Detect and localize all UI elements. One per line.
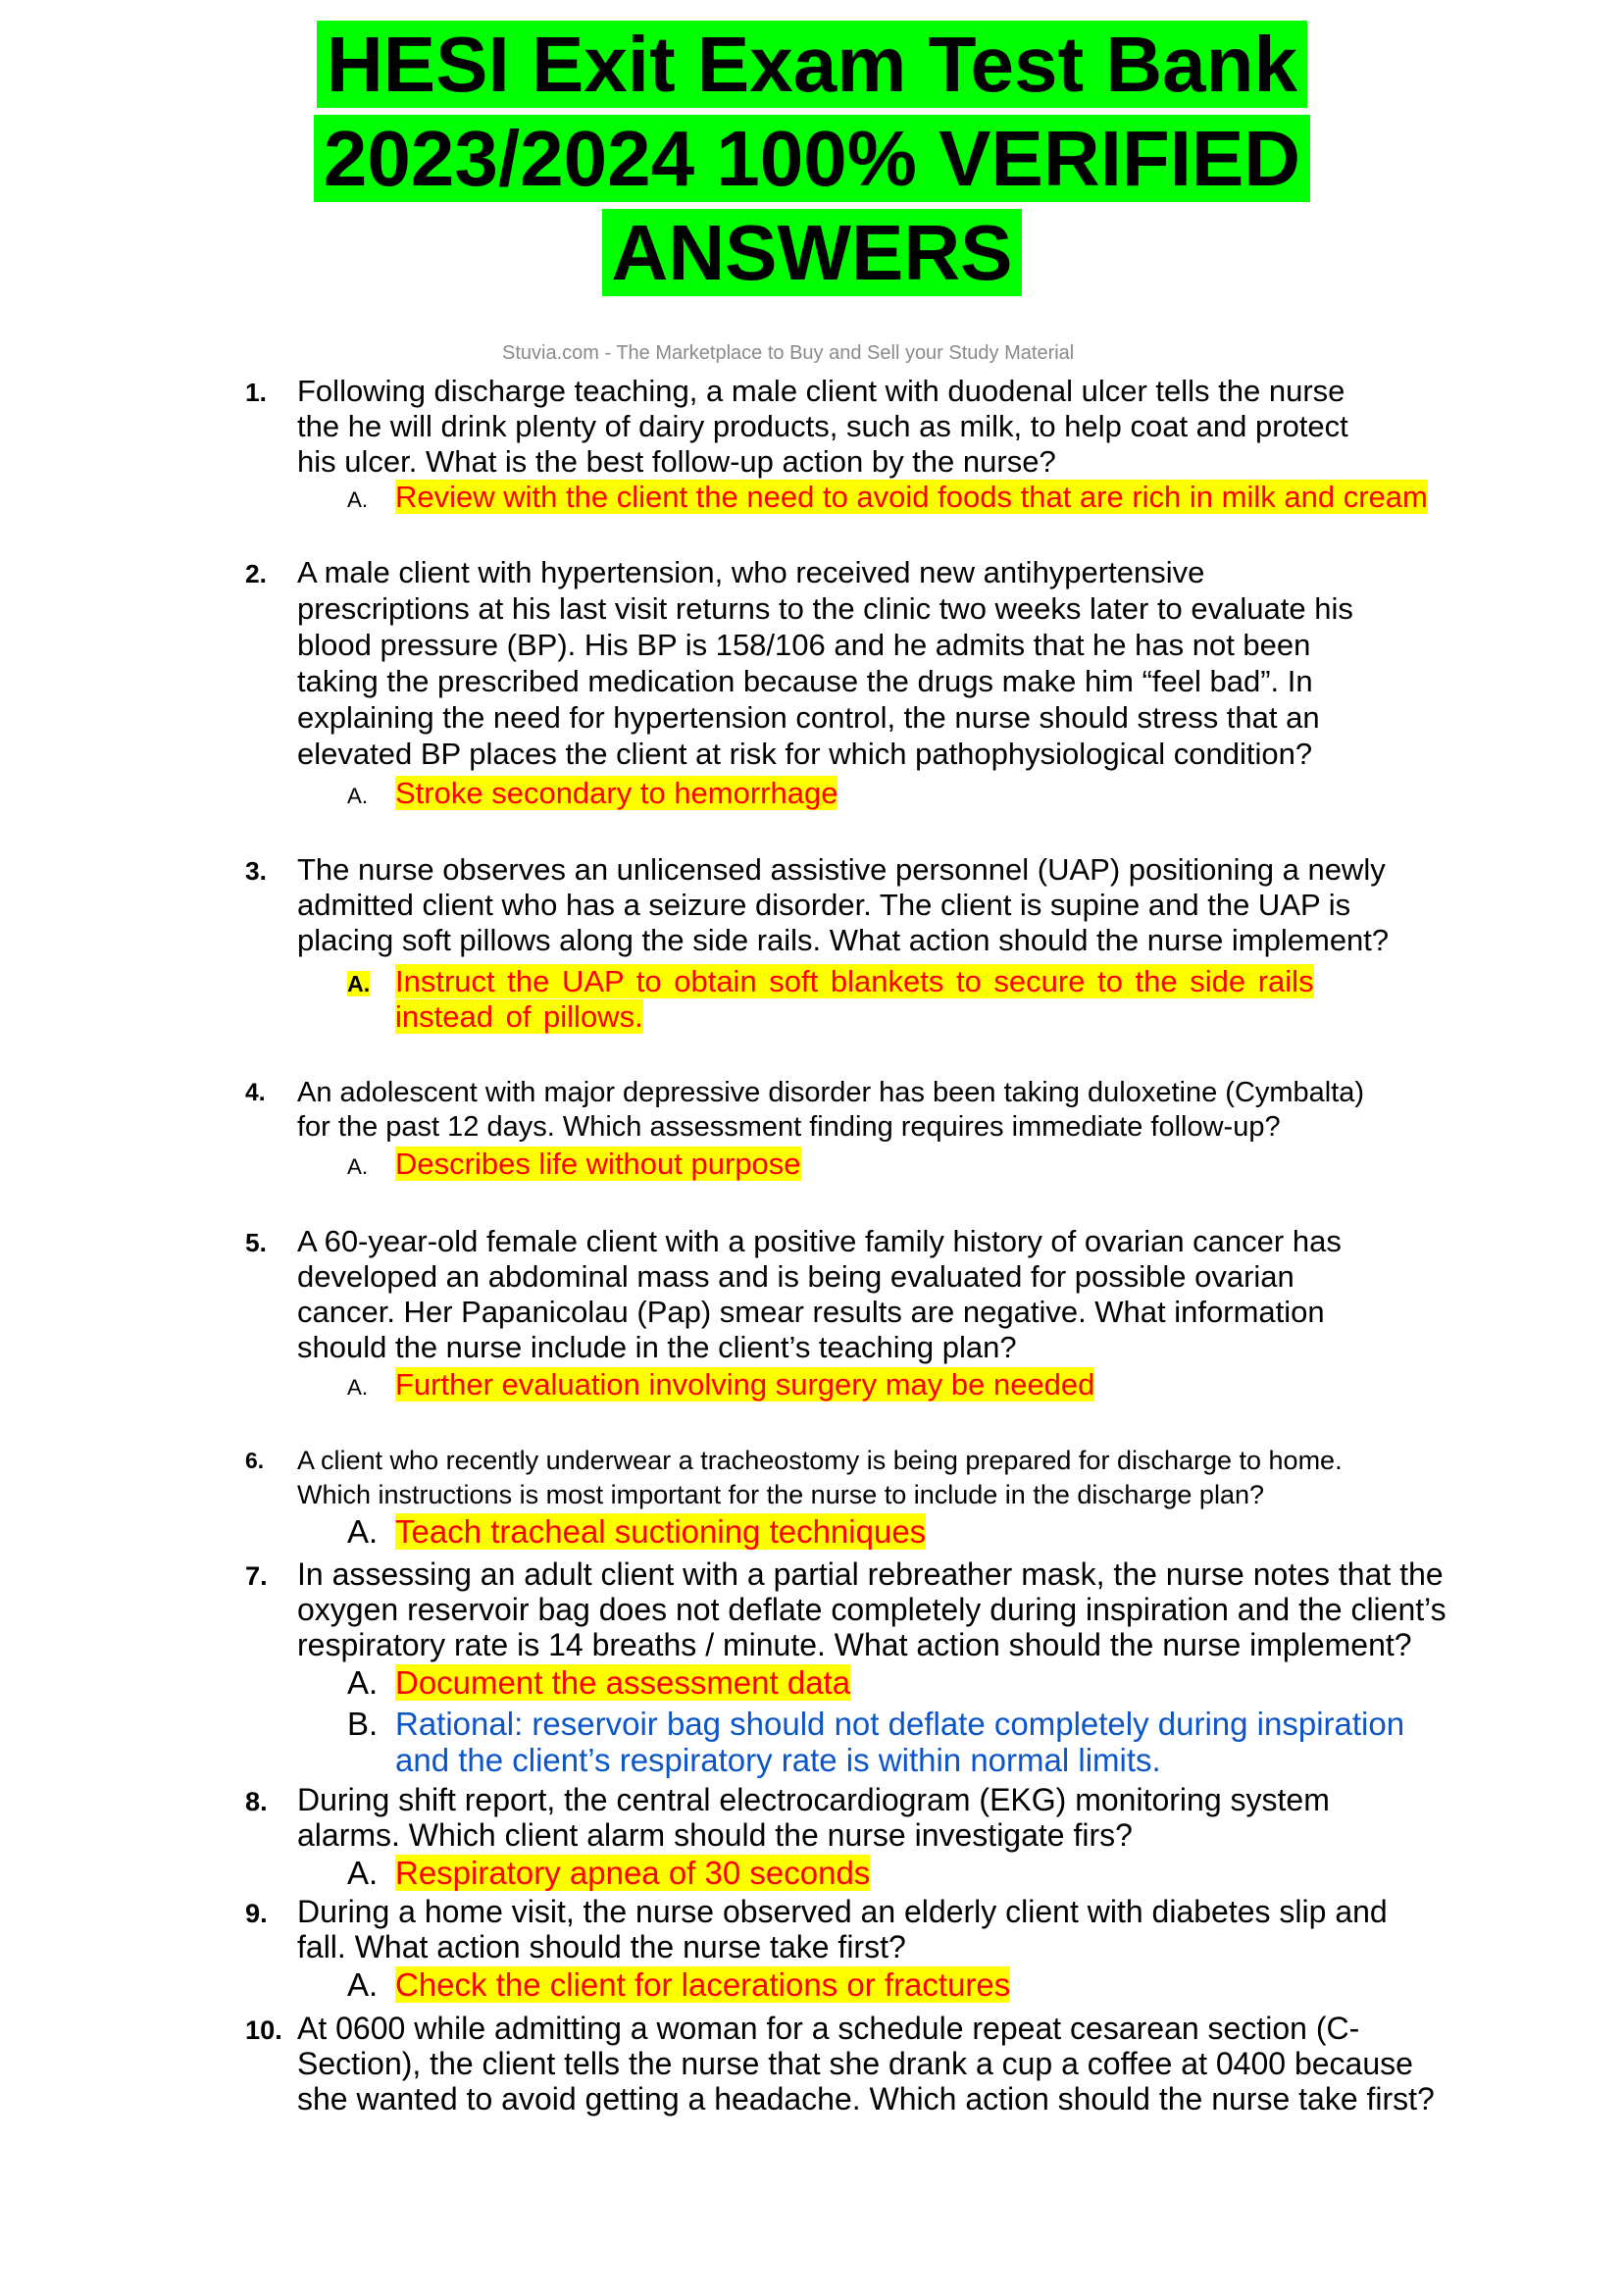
question-text-line: Following discharge teaching, a male client with duodenal ulcer tells the nurse xyxy=(297,374,1345,408)
question-text-line: Section), the client tells the nurse that she drank a cup a coffee at 0400 because xyxy=(297,2046,1413,2081)
question-text-line: oxygen reservoir bag does not deflate completely during inspiration and the client’s xyxy=(297,1592,1446,1627)
watermark: Stuvia.com - The Marketplace to Buy and Sell your Study Material xyxy=(502,342,1075,364)
question-number: 9. xyxy=(245,1897,268,1928)
question-text-line: developed an abdominal mass and is being evaluated for possible ovarian xyxy=(297,1259,1294,1294)
question-number: 1. xyxy=(245,377,267,407)
answer-letter: A. xyxy=(347,486,369,512)
rationale-text: Rational: reservoir bag should not deflate completely during inspiration xyxy=(395,1706,1405,1742)
question-text-line: prescriptions at his last visit returns to the clinic two weeks later to evaluate his xyxy=(297,591,1353,626)
title-line: HESI Exit Exam Test Bank xyxy=(317,21,1307,108)
correct-answer-text: instead of pillows. xyxy=(395,999,643,1034)
correct-answer-text: Respiratory apnea of 30 seconds xyxy=(395,1855,871,1891)
answer-letter: A. xyxy=(347,971,371,997)
question-text-line: should the nurse include in the client’s teaching plan? xyxy=(297,1330,1017,1364)
question-number: 4. xyxy=(245,1080,266,1107)
question-text-line: fall. What action should the nurse take first? xyxy=(297,1929,906,1964)
question-number: 6. xyxy=(245,1448,265,1474)
question-text-line: placing soft pillows along the side rails. What action should the nurse implement? xyxy=(297,923,1390,957)
question-number: 8. xyxy=(245,1785,268,1816)
question-text-line: admitted client who has a seizure disorder. The client is supine and the UAP is xyxy=(297,888,1351,922)
question-text-line: cancer. Her Papanicolau (Pap) smear results are negative. What information xyxy=(297,1295,1325,1329)
question-text-line: explaining the need for hypertension control, the nurse should stress that an xyxy=(297,700,1320,735)
title-line: 2023/2024 100% VERIFIED xyxy=(314,115,1310,202)
question-text-line: elevated BP places the client at risk for which pathophysiological condition? xyxy=(297,737,1313,771)
question-text-line: blood pressure (BP). His BP is 158/106 and he admits that he has not been xyxy=(297,628,1311,662)
question-number: 3. xyxy=(245,855,267,886)
correct-answer-text: Stroke secondary to hemorrhage xyxy=(395,776,838,810)
question-text-line: During a home visit, the nurse observed an elderly client with diabetes slip and xyxy=(297,1894,1388,1929)
question-text-line: taking the prescribed medication because the drugs make him “feel bad”. In xyxy=(297,664,1313,698)
answer-letter: B. xyxy=(347,1706,379,1742)
correct-answer-text: Review with the client the need to avoid foods that are rich in milk and cream xyxy=(395,480,1428,514)
question-text-line: A male client with hypertension, who received new antihypertensive xyxy=(297,555,1205,589)
question-text-line: for the past 12 days. Which assessment finding requires immediate follow-up? xyxy=(297,1111,1281,1143)
correct-answer-text: Instruct the UAP to obtain soft blankets to secure to the side rails xyxy=(395,964,1314,998)
answer-letter: A. xyxy=(347,783,369,808)
answer-letter: A. xyxy=(347,1966,379,2003)
question-text-line: At 0600 while admitting a woman for a schedule repeat cesarean section (C- xyxy=(297,2011,1360,2046)
question-text-line: A 60-year-old female client with a positive family history of ovarian cancer has xyxy=(297,1224,1342,1258)
rationale-text: and the client’s respiratory rate is within normal limits. xyxy=(395,1742,1161,1778)
question-text-line: The nurse observes an unlicensed assistive personnel (UAP) positioning a newly xyxy=(297,852,1386,887)
question-number: 7. xyxy=(245,1559,268,1591)
correct-answer-text: Document the assessment data xyxy=(395,1664,851,1701)
correct-answer-text: Describes life without purpose xyxy=(395,1147,801,1181)
question-text-line: A client who recently underwear a tracheostomy is being prepared for discharge to home. xyxy=(297,1446,1343,1475)
correct-answer-text: Teach tracheal suctioning techniques xyxy=(395,1513,927,1550)
question-text-line: In assessing an adult client with a partial rebreather mask, the nurse notes that the xyxy=(297,1556,1444,1592)
answer-letter: A. xyxy=(347,1513,379,1550)
question-number: 10. xyxy=(245,2014,282,2045)
title-line: ANSWERS xyxy=(602,209,1023,296)
question-text-line: respiratory rate is 14 breaths / minute. What action should the nurse implement? xyxy=(297,1627,1412,1662)
correct-answer-text: Further evaluation involving surgery may be needed xyxy=(395,1367,1095,1402)
correct-answer-text: Check the client for lacerations or fractures xyxy=(395,1966,1011,2003)
answer-letter: A. xyxy=(347,1153,369,1179)
question-text-line: alarms. Which client alarm should the nurse investigate firs? xyxy=(297,1817,1133,1853)
question-text-line: the he will drink plenty of dairy products, such as milk, to help coat and protect xyxy=(297,409,1348,443)
answer-letter: A. xyxy=(347,1664,379,1701)
question-number: 5. xyxy=(245,1227,267,1257)
question-text-line: she wanted to avoid getting a headache. Which action should the nurse take first? xyxy=(297,2081,1435,2116)
question-text-line: Which instructions is most important for the nurse to include in the discharge plan? xyxy=(297,1480,1264,1509)
question-number: 2. xyxy=(245,558,267,588)
question-text-line: During shift report, the central electrocardiogram (EKG) monitoring system xyxy=(297,1782,1330,1817)
answer-letter: A. xyxy=(347,1855,379,1891)
answer-letter: A. xyxy=(347,1374,369,1400)
question-text-line: his ulcer. What is the best follow-up action by the nurse? xyxy=(297,444,1056,479)
question-text-line: An adolescent with major depressive disorder has been taking duloxetine (Cymbalta) xyxy=(297,1077,1365,1108)
